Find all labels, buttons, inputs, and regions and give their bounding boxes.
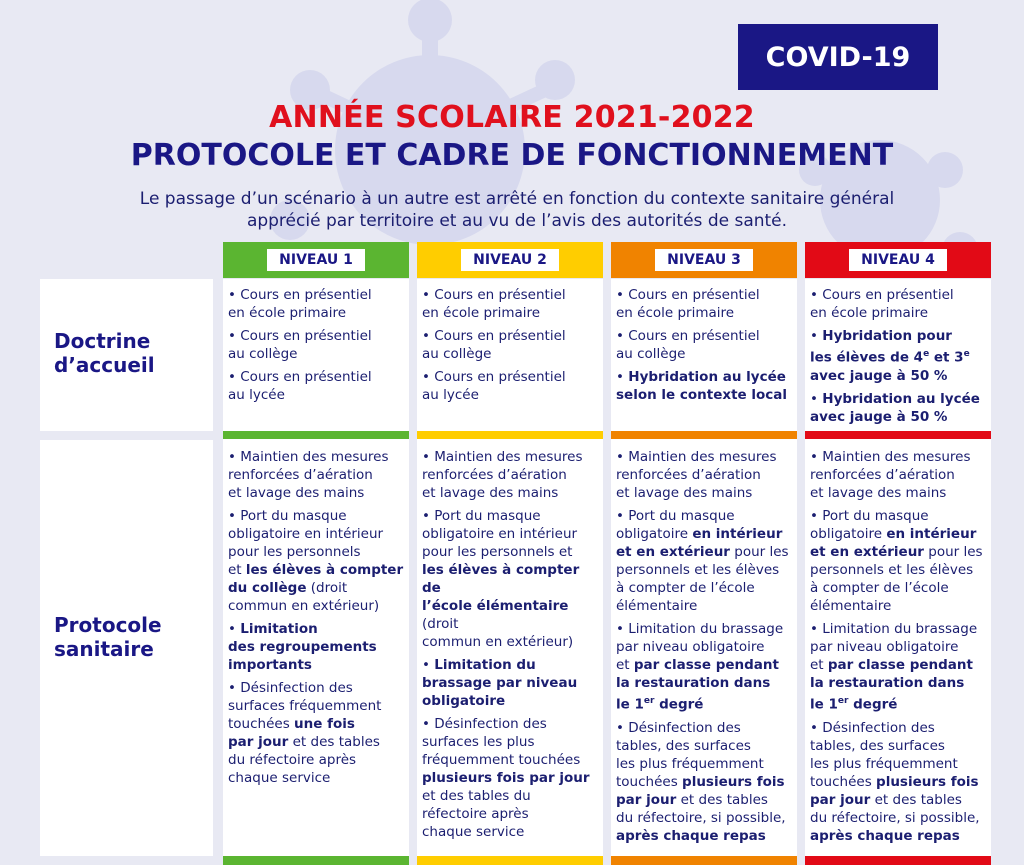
cell-text-run: (droit [306,580,348,596]
cell-text-run: les plus fréquemment [616,755,764,772]
row-label-line: Doctrine [54,329,151,353]
cell-text-run: et lavage des mains [616,485,753,501]
cell-text-run: • [422,657,435,673]
cell-text-run: par jour [810,791,871,808]
cell-text-run: par classe pendant [827,657,973,673]
cell-text-run: obligatoire [616,526,693,542]
bullet-item [810,286,987,322]
cell-text-run: • Limitation du brassage [810,621,978,637]
cell-text-run: • Cours en présentiel [422,369,566,385]
cell-text-run: après chaque repas [810,827,960,844]
cell-text-run: • Maintien des mesures [422,449,583,465]
row-label-doctrine [40,279,213,431]
doctrine-cell-niveau-1 [223,279,409,431]
cell-text-run: brassage par niveau [422,675,578,691]
row-label-line: Protocole [54,613,162,637]
cell-text-run: la restauration dans [616,675,771,691]
cell-text-run: tables, des surfaces [810,737,945,754]
cell-text-run: et en extérieur [616,544,730,560]
cell-text-run: • Port du masque [810,508,929,524]
cell-text-run: • Cours en présentiel [616,328,760,344]
cell-text-run: chaque service [228,770,331,786]
bullet-item [228,286,405,322]
cell-text-run: er [837,696,849,706]
cell-text-run: élémentaire [810,598,892,614]
cell-text-run: en école primaire [810,305,929,321]
row-label-line: d’accueil [54,353,155,377]
column-header-label: NIVEAU 2 [461,249,559,271]
cell-text-run: avec jauge à 50 % [810,408,948,425]
cell-text-run: les élèves à compter [245,562,404,578]
bullet-item [616,620,793,714]
cell-text-run: • Port du masque [616,508,735,524]
bullet-item [810,448,987,502]
cell-text-run: en école primaire [422,305,541,321]
page-title: ANNÉE SCOLAIRE 2021-2022 [269,100,755,135]
cell-text-run: à compter de l’école [616,580,755,596]
bullet-item [422,715,599,841]
cell-text-run: touchées [810,773,877,790]
column-header-niveau-2 [417,242,603,278]
cell-text-run: des regroupements [228,639,377,655]
cell-text-run: • Cours en présentiel [810,287,954,303]
cell-text-run: réfectoire après [422,806,529,822]
bullet-item [810,507,987,615]
cell-text-run: au collège [422,346,492,362]
cell-text-run: et lavage des mains [228,485,365,501]
cell-text-run: • [810,390,823,407]
cell-text-run: plusieurs fois par jour [422,770,590,786]
bullet-item [616,448,793,502]
next-row-bar-niveau-4 [805,856,991,865]
cell-text-run: après chaque repas [616,827,766,844]
row-label-line: sanitaire [54,637,154,661]
cell-text-run: et [228,562,246,578]
cell-text-run: et des tables [676,791,768,808]
cell-text-run: Hybridation au lycée [822,390,980,407]
column-header-niveau-3 [611,242,797,278]
row-label-protocole [40,440,213,856]
cell-text-run: par niveau obligatoire [616,639,765,655]
column-header-niveau-4 [805,242,991,278]
cell-text-run: et [810,657,828,673]
bullet-item [616,719,793,845]
cell-text-run: • Cours en présentiel [228,287,372,303]
column-header-label: NIVEAU 3 [655,249,753,271]
cell-text-run: plusieurs fois [876,773,979,790]
cell-text-run: du réfectoire, si possible, [616,809,786,826]
cell-text-run: par jour [228,734,289,750]
cell-text-run: • Désinfection des [810,719,935,736]
cell-text-run: commun en extérieur) [422,634,574,650]
cell-text-run: du réfectoire, si possible, [810,809,980,826]
cell-text-run: • Maintien des mesures [616,449,777,465]
bullet-item [228,448,405,502]
cell-text-run: et des tables [288,734,380,750]
cell-text-run: • Port du masque [422,508,541,524]
cell-text-run: la restauration dans [810,675,965,691]
page-subtitle: PROTOCOLE ET CADRE DE FONCTIONNEMENT [130,138,894,173]
cell-text-run: renforcées d’aération [422,467,567,483]
bullet-item [616,286,793,322]
cell-text-run: à compter de l’école [810,580,949,596]
doctrine-cell-niveau-4 [805,279,991,431]
cell-text-run: • Désinfection des [228,680,353,696]
protocole-cell-niveau-1 [223,431,409,856]
cell-text-run: Limitation du [434,657,536,673]
cell-text-run: personnels et les élèves [810,562,974,578]
cell-text-run: surfaces les plus [422,734,535,750]
cell-text-run: importants [228,657,312,673]
cell-text-run: • [228,621,241,637]
cell-text-run: • Désinfection des [422,716,547,732]
cell-text-run: • Port du masque [228,508,347,524]
cell-text-run: les élèves à compter de [422,562,580,596]
cell-text-run: • Désinfection des [616,719,741,736]
protocole-cell-niveau-4 [805,431,991,856]
cell-text-run: pour les [923,544,983,560]
doctrine-cell-niveau-3 [611,279,797,431]
cell-text-run: au collège [228,346,298,362]
cell-text-run: • Cours en présentiel [228,328,372,344]
bullet-item [616,507,793,615]
cell-text-run: • Limitation du brassage [616,621,784,637]
cell-text-run: en école primaire [616,305,735,321]
bullet-item [422,286,599,322]
cell-text-run: (droit [422,616,459,632]
cell-text-run: • Maintien des mesures [810,449,971,465]
cell-text-run: degré [654,696,704,713]
cell-text-run: tables, des surfaces [616,737,751,754]
cell-text-run: et des tables du [422,788,531,804]
cell-text-run: Hybridation au lycée [628,369,786,385]
bullet-item [810,719,987,845]
cell-text-run: touchées [228,716,295,732]
next-row-bar-niveau-1 [223,856,409,865]
bullet-item [422,368,599,404]
next-row-bar-niveau-2 [417,856,603,865]
cell-text-run: les plus fréquemment [810,755,958,772]
cell-text-run: • Cours en présentiel [616,287,760,303]
cell-text-run: fréquemment touchées [422,752,581,768]
bullet-item [810,327,987,385]
cell-text-run: • Cours en présentiel [422,287,566,303]
cell-text-run: • Cours en présentiel [228,369,372,385]
cell-text-run: l’école élémentaire [422,598,569,614]
bullet-item [422,656,599,710]
cell-text-run: • Maintien des mesures [228,449,389,465]
cell-text-run: et lavage des mains [810,485,947,501]
cell-text-run: renforcées d’aération [228,467,373,483]
cell-text-run: renforcées d’aération [616,467,761,483]
cell-text-run: Limitation [240,621,318,637]
cell-text-run: surfaces fréquemment [228,698,382,714]
cell-text-run: en école primaire [228,305,347,321]
cell-text-run: les élèves de 4 [810,349,924,366]
intro-line-2: apprécié par territoire et au vu de l’avis des autorités de santé. [246,211,788,231]
bullet-item [228,620,405,674]
cell-text-run: le 1 [810,696,838,713]
cell-text-run: pour les personnels et [422,544,573,560]
bullet-item [616,368,793,404]
bullet-item [228,368,405,404]
cell-text-run: du collège [228,580,307,596]
cell-text-run: Hybridation pour [822,328,952,344]
cell-text-run: obligatoire en intérieur [422,526,578,542]
cell-text-run: obligatoire [810,526,887,542]
cell-text-run: en intérieur [886,526,977,542]
intro-line-1: Le passage d’un scénario à un autre est arrêté en fonction du contexte sanitaire général [139,189,895,209]
next-row-bar-niveau-3 [611,856,797,865]
column-header-niveau-1 [223,242,409,278]
bullet-item [228,507,405,615]
cell-text-run: par classe pendant [633,657,779,673]
cell-text-run: et en extérieur [810,544,924,560]
cell-text-run: personnels et les élèves [616,562,780,578]
cell-text-run: au lycée [228,387,285,403]
cell-text-run: • [810,328,823,344]
bullet-item [422,327,599,363]
protocole-cell-niveau-2 [417,431,603,856]
cell-text-run: obligatoire [422,693,506,709]
cell-text-run: au collège [616,346,686,362]
column-header-label: NIVEAU 4 [849,249,947,271]
bullet-item [228,679,405,787]
cell-text-run: pour les personnels [228,544,361,560]
cell-text-run: et 3 [929,349,964,366]
cell-text-run: en intérieur [692,526,783,542]
bullet-item [616,327,793,363]
cell-text-run: • [616,369,629,385]
cell-text-run: • Cours en présentiel [422,328,566,344]
bullet-item [422,507,599,651]
doctrine-cell-niveau-2 [417,279,603,431]
bullet-item [228,327,405,363]
cell-text-run: par niveau obligatoire [810,639,959,655]
cell-text-run: selon le contexte local [616,387,788,403]
cell-text-run: et lavage des mains [422,485,559,501]
cell-text-run: une fois [294,716,355,732]
cell-text-run: chaque service [422,824,525,840]
cell-text-run: du réfectoire après [228,752,357,768]
cell-text-run: er [643,696,655,706]
bullet-item [422,448,599,502]
cell-text-run: touchées [616,773,683,790]
cell-text-run: degré [848,696,898,713]
cell-text-run: e [963,349,970,359]
protocole-cell-niveau-3 [611,431,797,856]
cell-text-run: e [923,349,930,359]
cell-text-run: obligatoire en intérieur [228,526,384,542]
cell-text-run: plusieurs fois [682,773,785,790]
bullet-item [810,620,987,714]
covid-badge: COVID-19 [738,24,938,90]
cell-text-run: par jour [616,791,677,808]
cell-text-run: élémentaire [616,598,698,614]
cell-text-run: au lycée [422,387,479,403]
cell-text-run: avec jauge à 50 % [810,367,948,384]
column-header-label: NIVEAU 1 [267,249,365,271]
bullet-item [810,390,987,426]
cell-text-run: pour les [729,544,789,560]
cell-text-run: le 1 [616,696,644,713]
intro-text [100,188,934,232]
cell-text-run: renforcées d’aération [810,467,955,483]
cell-text-run: et [616,657,634,673]
cell-text-run: commun en extérieur) [228,598,380,614]
cell-text-run: et des tables [870,791,962,808]
